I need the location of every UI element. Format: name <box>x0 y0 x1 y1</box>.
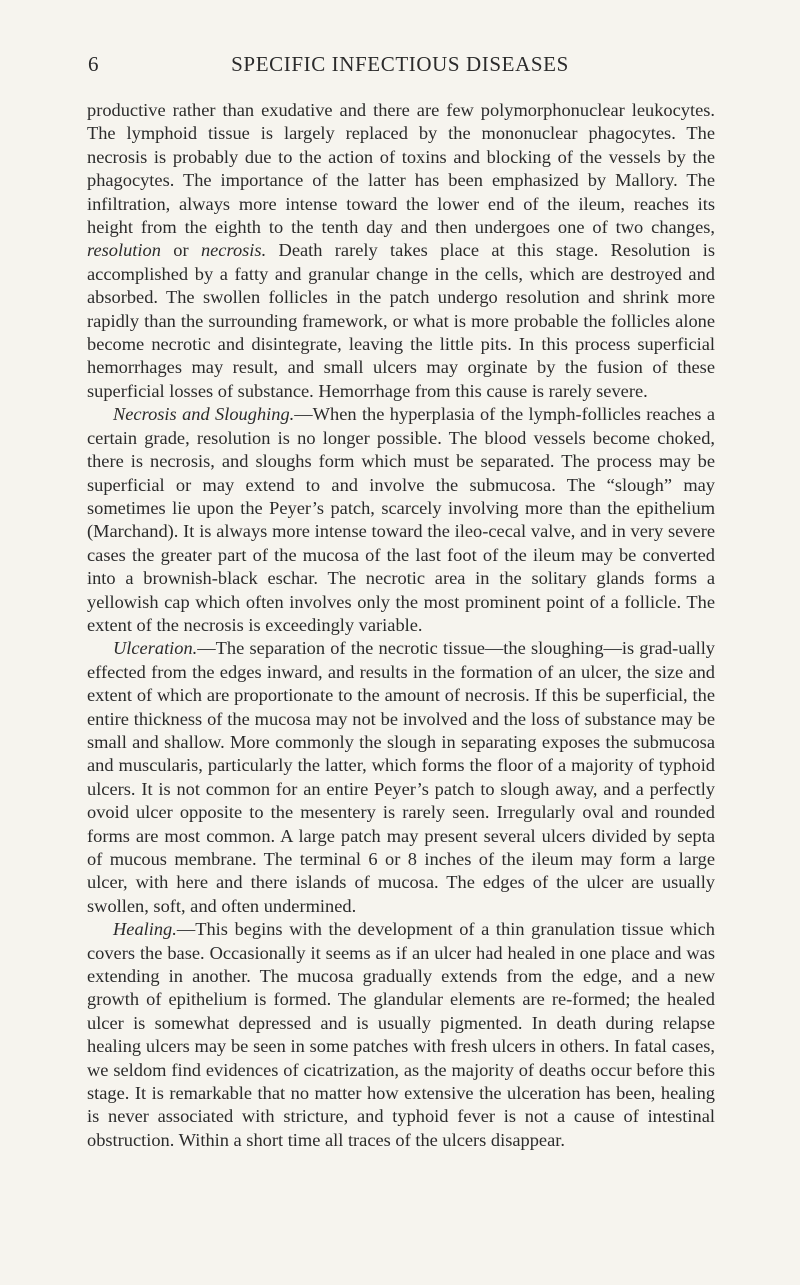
paragraph-text: Death rarely takes place at this stage. Resolution is accomplished by a fatty and granular change in the cells, which are destroyed and absorbed. The swollen follicles in the patch undergo resolution and shrink more rapidly than the surrounding framework, or what is more probable the follicles alone become necrotic and disintegrate, leaving the little pits. In this process superficial hemorrhages may result, and small ulcers may orginate by the fusion of these superficial losses of substance. Hemorrhage from this cause is rarely severe. <box>87 240 715 401</box>
page-number: 6 <box>88 52 99 76</box>
running-title: SPECIFIC INFECTIOUS DISEASES <box>231 52 569 76</box>
paragraph-text: —When the hyperplasia of the lymph-follicles reaches a certain grade, resolution is no longer possible. The blood vessels become choked, there is necrosis, and sloughs form which must be separated. The process may be superficial or may extend to and involve the submucosa. The “slough” may sometimes lie upon the Peyer’s patch, scarcely involving more than the epithelium (Marchand). It is always more intense toward the ileo-cecal valve, and in very severe cases the greater part of the mucosa of the last foot of the ileum may be converted into a brownish-black eschar. The necrotic area in the solitary glands forms a yellowish cap which often involves only the most prominent point of a follicle. The extent of the necrosis is exceedingly variable. <box>87 404 715 635</box>
section-heading-necrosis-sloughing: Necrosis and Sloughing. <box>113 404 295 425</box>
body-text <box>87 99 715 1152</box>
paragraph-ulceration <box>87 637 715 918</box>
section-heading-healing: Healing. <box>113 919 177 940</box>
paragraph-resolution <box>87 99 715 403</box>
paragraph-text: —This begins with the development of a thin granulation tissue which covers the base. Occasionally it seems as if an ulcer had healed in one place and was extending in another. The mucosa gradually extends from the edge, and a new growth of epithelium is formed. The glandular elements are re-formed; the healed ulcer is somewhat depressed and is usually pigmented. In death during relapse healing ulcers may be seen in some patches with fresh ulcers in others. In fatal cases, we seldom find evidences of cicatrization, as the majority of deaths occur before this stage. It is remarkable that no matter how extensive the ulceration has been, healing is never associated with stricture, and typhoid fever is not a cause of intestinal obstruction. Within a short time all traces of the ulcers disappear. <box>87 919 715 1150</box>
term-resolution: resolution <box>87 240 161 261</box>
paragraph-necrosis-sloughing <box>87 403 715 637</box>
running-head <box>86 52 714 82</box>
term-necrosis: necrosis. <box>200 240 267 261</box>
section-heading-ulceration: Ulceration. <box>113 638 198 659</box>
paragraph-text: or <box>160 240 201 261</box>
paragraph-healing <box>87 918 715 1152</box>
paragraph-text: productive rather than exudative and there are few polymorphonuclear leukocytes. The lymphoid tissue is largely replaced by the mononuclear phagocytes. The necrosis is probably due to the action of toxins and blocking of the vessels by the phagocytes. The importance of the latter has been emphasized by Mallory. The infiltration, always more intense toward the lower end of the ileum, reaches its height from the eighth to the tenth day and then undergoes one of two changes, <box>87 100 715 238</box>
paragraph-text: —The separation of the necrotic tissue—the sloughing—is grad-ually effected from the edges inward, and results in the formation of an ulcer, the size and extent of which are proportionate to the amount of necrosis. If this be superficial, the entire thickness of the mucosa may not be involved and the loss of substance may be small and shallow. More commonly the slough in separating exposes the submucosa and muscularis, particularly the latter, which forms the floor of a majority of typhoid ulcers. It is not common for an entire Peyer’s patch to slough away, and a perfectly ovoid ulcer opposite to the mesentery is rarely seen. Irregularly oval and rounded forms are most common. A large patch may present several ulcers divided by septa of mucous membrane. The terminal 6 or 8 inches of the ileum may form a large ulcer, with here and there islands of mucosa. The edges of the ulcer are usually swollen, soft, and often undermined. <box>87 638 715 916</box>
